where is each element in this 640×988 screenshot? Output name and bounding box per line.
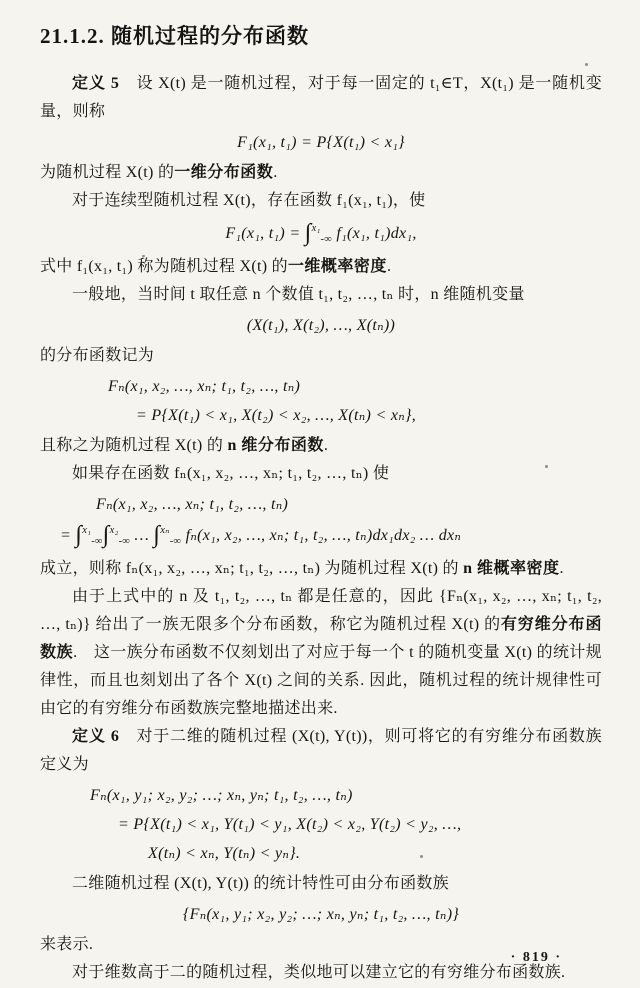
formula-random-vector: (X(t₁), X(t₂), …, X(tₙ)) xyxy=(246,317,396,334)
paragraph-if-exists: 如果存在函数 fₙ(x₁, x₂, …, xₙ; t₁, t₂, …, tₙ) 使 xyxy=(72,465,390,482)
paragraph-represent: 来表示. xyxy=(40,936,94,953)
paragraph-notation-intro: 的分布函数记为 xyxy=(40,347,155,364)
formula-nd-density xyxy=(40,490,602,553)
paragraph-1d-name: 为随机过程 X(t) 的一维分布函数. xyxy=(40,164,278,181)
formula-nd-density-line1: Fₙ(x₁, x₂, …, xₙ; t₁, t₂, …, tₙ) xyxy=(96,496,289,513)
paragraph-finite-family: 由于上式中的 n 及 t₁, t₂, …, tₙ 都是任意的，因此 {Fₙ(x₁, x₂, …, xₙ; t₁, t₂, …, tₙ)} 给出了一族无限多个分布函数，称它为随机过程 X(t) 的有穷维分布函数族. 这一族分布函数不仅刻划出了对应于每一个 t 的随机变量 X(t) 的统计规律性，而且也刻划出了各个 X(t) 之间的关系. 因此，随机过程的统计规律性可由它的有穷维分布函数族完整地描述出来. xyxy=(40,588,602,717)
formula-nd-density-line2: = ∫$^{x_1}_{-\infty}$∫$^{x_2}_{-\infty}$ … ∫$^{x_n}_{-\infty}$ fₙ(x₁, x₂, …, xₙ; t₁, t₂, …, tₙ)dx₁dx₂ … dxₙ xyxy=(60,522,462,548)
paragraph-continuous-process: 对于连续型随机过程 X(t)，存在函数 f₁(x₁, t₁)，使 xyxy=(72,192,426,209)
formula-nd-distribution-line1: Fₙ(x₁, x₂, …, xₙ; t₁, t₂, …, tₙ) xyxy=(108,378,301,395)
paragraph-2d-stats: 二维随机过程 (X(t), Y(t)) 的统计特性可由分布函数族 xyxy=(72,875,449,892)
paragraph-established: 成立，则称 fₙ(x₁, x₂, …, xₙ; t₁, t₂, …, tₙ) 为随机过程 X(t) 的 n 维概率密度. xyxy=(40,560,564,577)
formula-2d-family: {Fₙ(x₁, y₁; x₂, y₂; …; xₙ, yₙ; t₁, t₂, …, tₙ)} xyxy=(182,906,460,923)
scan-speck xyxy=(585,63,588,66)
formula-nd-distribution-line2: = P{X(t₁) < x₁, X(t₂) < x₂, …, X(tₙ) < xₙ}, xyxy=(136,407,417,424)
page-number: · 819 · xyxy=(510,950,562,965)
paragraph-general-case: 一般地，当时间 t 取任意 n 个数值 t₁, t₂, …, tₙ 时，n 维随机变量 xyxy=(72,286,525,303)
paragraph-higher-dimensions: 对于维数高于二的随机过程，类似地可以建立它的有穷维分布函数族. xyxy=(72,964,566,981)
paragraph-density-name: 式中 f₁(x₁, t₁) 称为随机过程 X(t) 的一维概率密度. xyxy=(40,258,392,275)
scan-speck xyxy=(420,855,423,858)
formula-2d-distribution-line2: = P{X(t₁) < x₁, Y(t₁) < y₁, X(t₂) < x₂, Y(t₂) < y₂, …, xyxy=(118,816,462,833)
formula-2d-distribution-line1: Fₙ(x₁, y₁; x₂, y₂; …; xₙ, yₙ; t₁, t₂, …, tₙ) xyxy=(90,787,353,804)
formula-2d-distribution-line3: X(tₙ) < xₙ, Y(tₙ) < yₙ}. xyxy=(148,845,301,862)
formula-2d-distribution xyxy=(40,781,602,868)
paragraph-nd-name: 且称之为随机过程 X(t) 的 n 维分布函数. xyxy=(40,437,329,454)
paragraph-definition-5: 定义 5 设 X(t) 是一随机过程，对于每一固定的 t₁∈T，X(t₁) 是一随机变量，则称 xyxy=(40,75,602,120)
scan-speck xyxy=(142,255,145,257)
scan-speck xyxy=(545,465,548,468)
section-heading: 21.1.2. 随机过程的分布函数 xyxy=(40,24,309,48)
formula-nd-distribution xyxy=(40,372,602,430)
formula-1d-density-integral: F₁(x₁, t₁) = ∫$^{x_1}_{-\infty}$ f₁(x₁, t₁)dx₁, xyxy=(225,220,417,246)
paragraph-definition-6: 定义 6 对于二维的随机过程 (X(t), Y(t))，则可将它的有穷维分布函数族定义为 xyxy=(40,728,602,773)
formula-1d-distribution: F₁(x₁, t₁) = P{X(t₁) < x₁} xyxy=(237,134,405,151)
